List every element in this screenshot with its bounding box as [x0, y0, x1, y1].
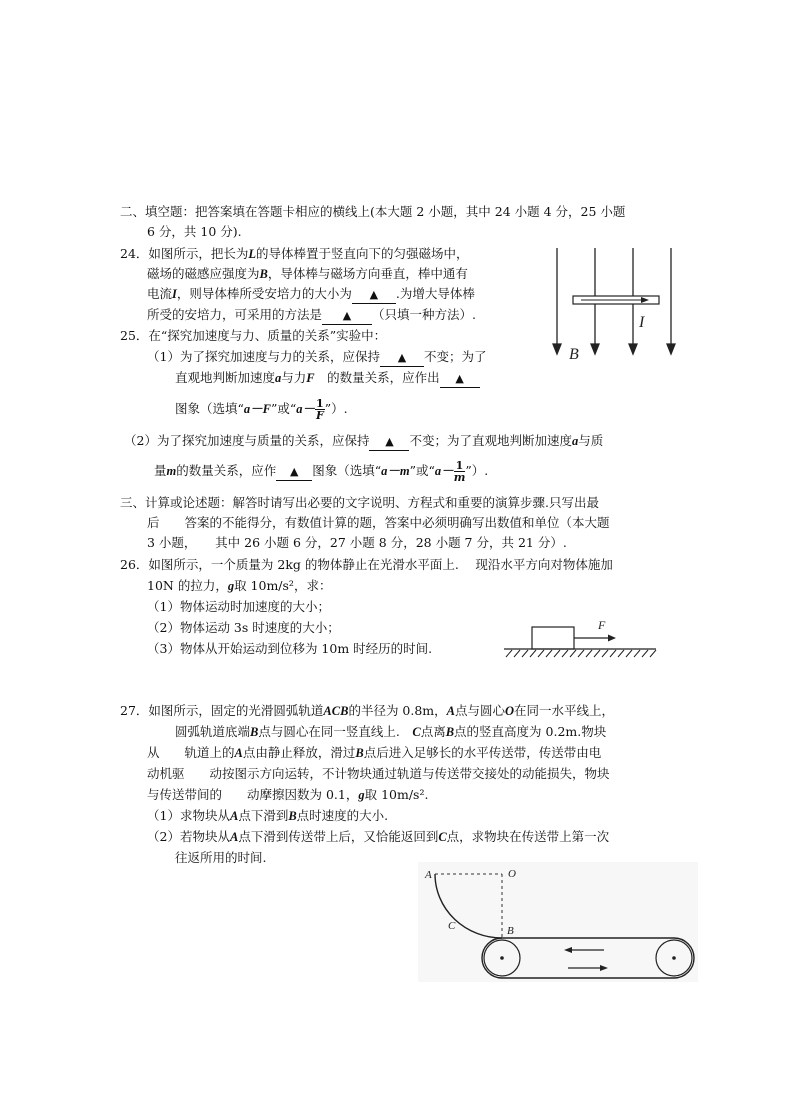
q27-text: 点由静止释放，滑过	[242, 745, 356, 760]
answer-blank: ▲	[276, 464, 312, 481]
q25-text: ”）.	[324, 401, 348, 416]
q24-text: 24．如图所示，把长为	[120, 246, 249, 261]
symbol-F: F	[306, 371, 315, 385]
section3-heading-line2: 后 答案的不能得分，有数值计算的题，答案中必须明确写出数值和单位（本大题	[147, 515, 610, 530]
section2-heading-line1: 二、填空题：把答案填在答题卡相应的横线上(本大题 2 小题，其中 24 小题 4 分，25 小题	[120, 204, 626, 219]
q24-text: 磁场的磁感应强度为	[147, 266, 260, 281]
option-a-F: a－F	[243, 402, 271, 416]
symbol-a: a	[275, 371, 282, 385]
q26-sub2: （2）物体运动 3s 时速度的大小；	[147, 620, 340, 635]
q25-text: ”）.	[465, 463, 489, 478]
symbol-ACB: ACB	[323, 704, 349, 718]
q27-text: 点下滑到传送带上后，又恰能返回到	[238, 829, 439, 844]
symbol-A: A	[234, 746, 243, 760]
q25-line1: 25．在“探究加速度与力、质量的关系”实验中：	[120, 328, 387, 343]
q25-p1-line1	[147, 349, 486, 367]
q27-text: 圆弧轨道底端	[175, 724, 251, 739]
q24-text: ，则导体棒所受安培力的大小为	[176, 286, 352, 301]
q24-line4	[147, 307, 476, 325]
q24-line1	[120, 246, 469, 262]
symbol-C: C	[412, 725, 421, 739]
symbol-g: g	[227, 579, 235, 593]
q25-text: 直观地判断加速度	[175, 370, 276, 385]
q25-text: ”或“	[270, 401, 297, 416]
q27-line3	[147, 745, 601, 761]
q26-line1: 26．如图所示，一个质量为 2kg 的物体静止在光滑水平面上. 现沿水平方向对物体施加	[120, 557, 613, 572]
fraction-denominator: F	[315, 409, 324, 422]
q24-text: ，导体棒与磁场方向垂直，棒中通有	[267, 266, 468, 281]
q27-line2	[175, 724, 606, 740]
q27-text: 点离	[420, 724, 446, 739]
q27-text: 与传送带间的 动摩擦因数为 0.1，	[147, 787, 359, 802]
left-pulley-center	[500, 956, 504, 960]
q25-text: 不变；为了直观地判断加速度	[409, 433, 572, 448]
symbol-B: B	[445, 725, 455, 739]
right-pulley-center	[672, 956, 676, 960]
q25-text: 量	[154, 463, 167, 478]
q27-text: 在同一水平线上，	[514, 703, 615, 718]
track-conveyor-figure	[418, 862, 698, 982]
symbol-A: A	[229, 809, 239, 823]
q27-text: 点后进入足够长的水平传送带，传送带由电	[363, 745, 602, 760]
option-prefix: a－	[296, 402, 316, 416]
fraction-1-over-m	[454, 460, 466, 483]
q27-line4: 动机驱 动按图示方向运转，不计物块通过轨道与传送带交接处的动能损失，物块	[147, 766, 610, 781]
q25-text: 的数量关系，应作	[176, 463, 277, 478]
answer-blank: ▲	[322, 308, 372, 325]
q27-text: 点与圆心在同一竖直线上.	[258, 724, 413, 739]
symbol-C: C	[438, 830, 447, 844]
symbol-g: g	[358, 788, 365, 802]
q26-line2	[147, 578, 331, 594]
symbol-A: A	[229, 830, 239, 844]
q26-text: 10N 的拉力，	[147, 578, 228, 593]
q27-text: 点时速度的大小.	[296, 808, 389, 823]
symbol-B: B	[288, 809, 297, 823]
q27-text: 点，求物块在传送带上第一次	[446, 829, 610, 844]
symbol-B: B	[250, 725, 259, 739]
q25-text: 图象（选填“	[312, 463, 382, 478]
q27-text: 27．如图所示，固定的光滑圆弧轨道	[120, 703, 324, 718]
ground-hatching	[506, 650, 656, 657]
field-arrow	[553, 344, 561, 354]
q27-line1	[120, 703, 614, 719]
answer-blank: ▲	[369, 434, 409, 451]
q25-text: 与质	[578, 433, 604, 448]
q27-text: 点与圆心	[455, 703, 506, 718]
label-I: I	[639, 314, 645, 331]
q27-sub2-line2: 往返所用的时间.	[175, 850, 267, 865]
q27-text: 取 10m/s².	[364, 787, 429, 802]
fraction-denominator: m	[453, 471, 466, 484]
q25-text: （2）为了探究加速度与质量的关系，应保持	[124, 433, 370, 448]
q27-sub1	[147, 808, 388, 824]
section2-heading-line2: 6 分，共 10 分).	[147, 224, 242, 239]
q25-text: 图象（选填“	[175, 401, 244, 416]
magnetic-field-figure	[545, 246, 685, 361]
answer-blank: ▲	[352, 287, 396, 304]
fraction-numerator: 1	[455, 459, 464, 472]
q26-sub3: （3）物体从开始运动到位移为 10m 时经历的时间.	[147, 641, 433, 656]
field-arrow	[591, 344, 599, 354]
field-arrow	[629, 344, 637, 354]
q25-text: ”或“	[409, 463, 435, 478]
q27-text: （2）若物块从	[147, 829, 230, 844]
fraction-1-over-F	[315, 398, 325, 421]
symbol-B: B	[355, 746, 364, 760]
symbol-L: L	[248, 247, 257, 261]
fraction-numerator: 1	[316, 397, 324, 410]
q27-text: （1）求物块从	[147, 808, 230, 823]
option-a-m: a－m	[381, 464, 410, 478]
symbol-I: I	[172, 287, 177, 301]
force-arrow-head	[608, 635, 616, 642]
symbol-m: m	[166, 464, 177, 478]
field-arrow	[667, 344, 675, 354]
q24-text: 电流	[147, 286, 173, 301]
q27-text: 点下滑到	[238, 808, 289, 823]
label-B: B	[507, 925, 514, 937]
symbol-B: B	[259, 267, 268, 281]
answer-blank: ▲	[440, 371, 480, 388]
symbol-a: a	[571, 434, 579, 448]
q25-p2-line1	[124, 433, 603, 451]
q26-text: 取 10m/s²，求：	[234, 578, 332, 593]
symbol-O: O	[505, 704, 515, 718]
label-F: F	[598, 618, 606, 632]
q25-text: 的数量关系，应作出	[327, 370, 440, 385]
section3-heading-line3: 3 小题， 其中 26 小题 6 分，27 小题 8 分，28 小题 7 分，共 21 分）.	[147, 535, 567, 550]
q26-sub1: （1）物体运动时加速度的大小；	[147, 599, 330, 614]
q25-text: 与力	[281, 370, 307, 385]
block	[532, 627, 574, 649]
label-O: O	[508, 868, 516, 880]
q27-text: 点的竖直高度为 0.2m.物块	[454, 724, 607, 739]
q25-p1-line2	[175, 370, 480, 388]
label-C: C	[448, 920, 456, 932]
symbol-A: A	[446, 704, 455, 718]
q24-line2	[147, 266, 468, 282]
q25-p1-line3	[175, 398, 348, 421]
q24-text: .为增大导体棒	[395, 286, 475, 301]
q27-text: 的半径为 0.8m，	[348, 703, 447, 718]
q27-line5	[147, 787, 428, 803]
q27-sub2	[147, 829, 609, 845]
label-B: B	[569, 346, 579, 361]
q24-line3	[147, 286, 475, 304]
q27-text: 从 轨道上的	[147, 745, 235, 760]
q24-text: （只填一种方法）.	[372, 307, 476, 322]
q25-text: 不变；为了	[423, 349, 487, 364]
label-A: A	[425, 869, 432, 881]
section3-heading-line1: 三、计算或论述题：解答时请写出必要的文字说明、方程式和重要的演算步骤.只写出最	[120, 495, 599, 510]
block-figure	[500, 615, 660, 663]
q24-text: 所受的安培力，可采用的方法是	[147, 307, 323, 322]
option-prefix: a－	[434, 464, 454, 478]
figure-background	[418, 862, 698, 982]
answer-blank: ▲	[380, 350, 424, 367]
q25-text: （1）为了探究加速度与力的关系，应保持	[147, 349, 380, 364]
q24-text: 的导体棒置于竖直向下的匀强磁场中，	[256, 246, 469, 261]
q25-p2-line2	[154, 460, 488, 483]
